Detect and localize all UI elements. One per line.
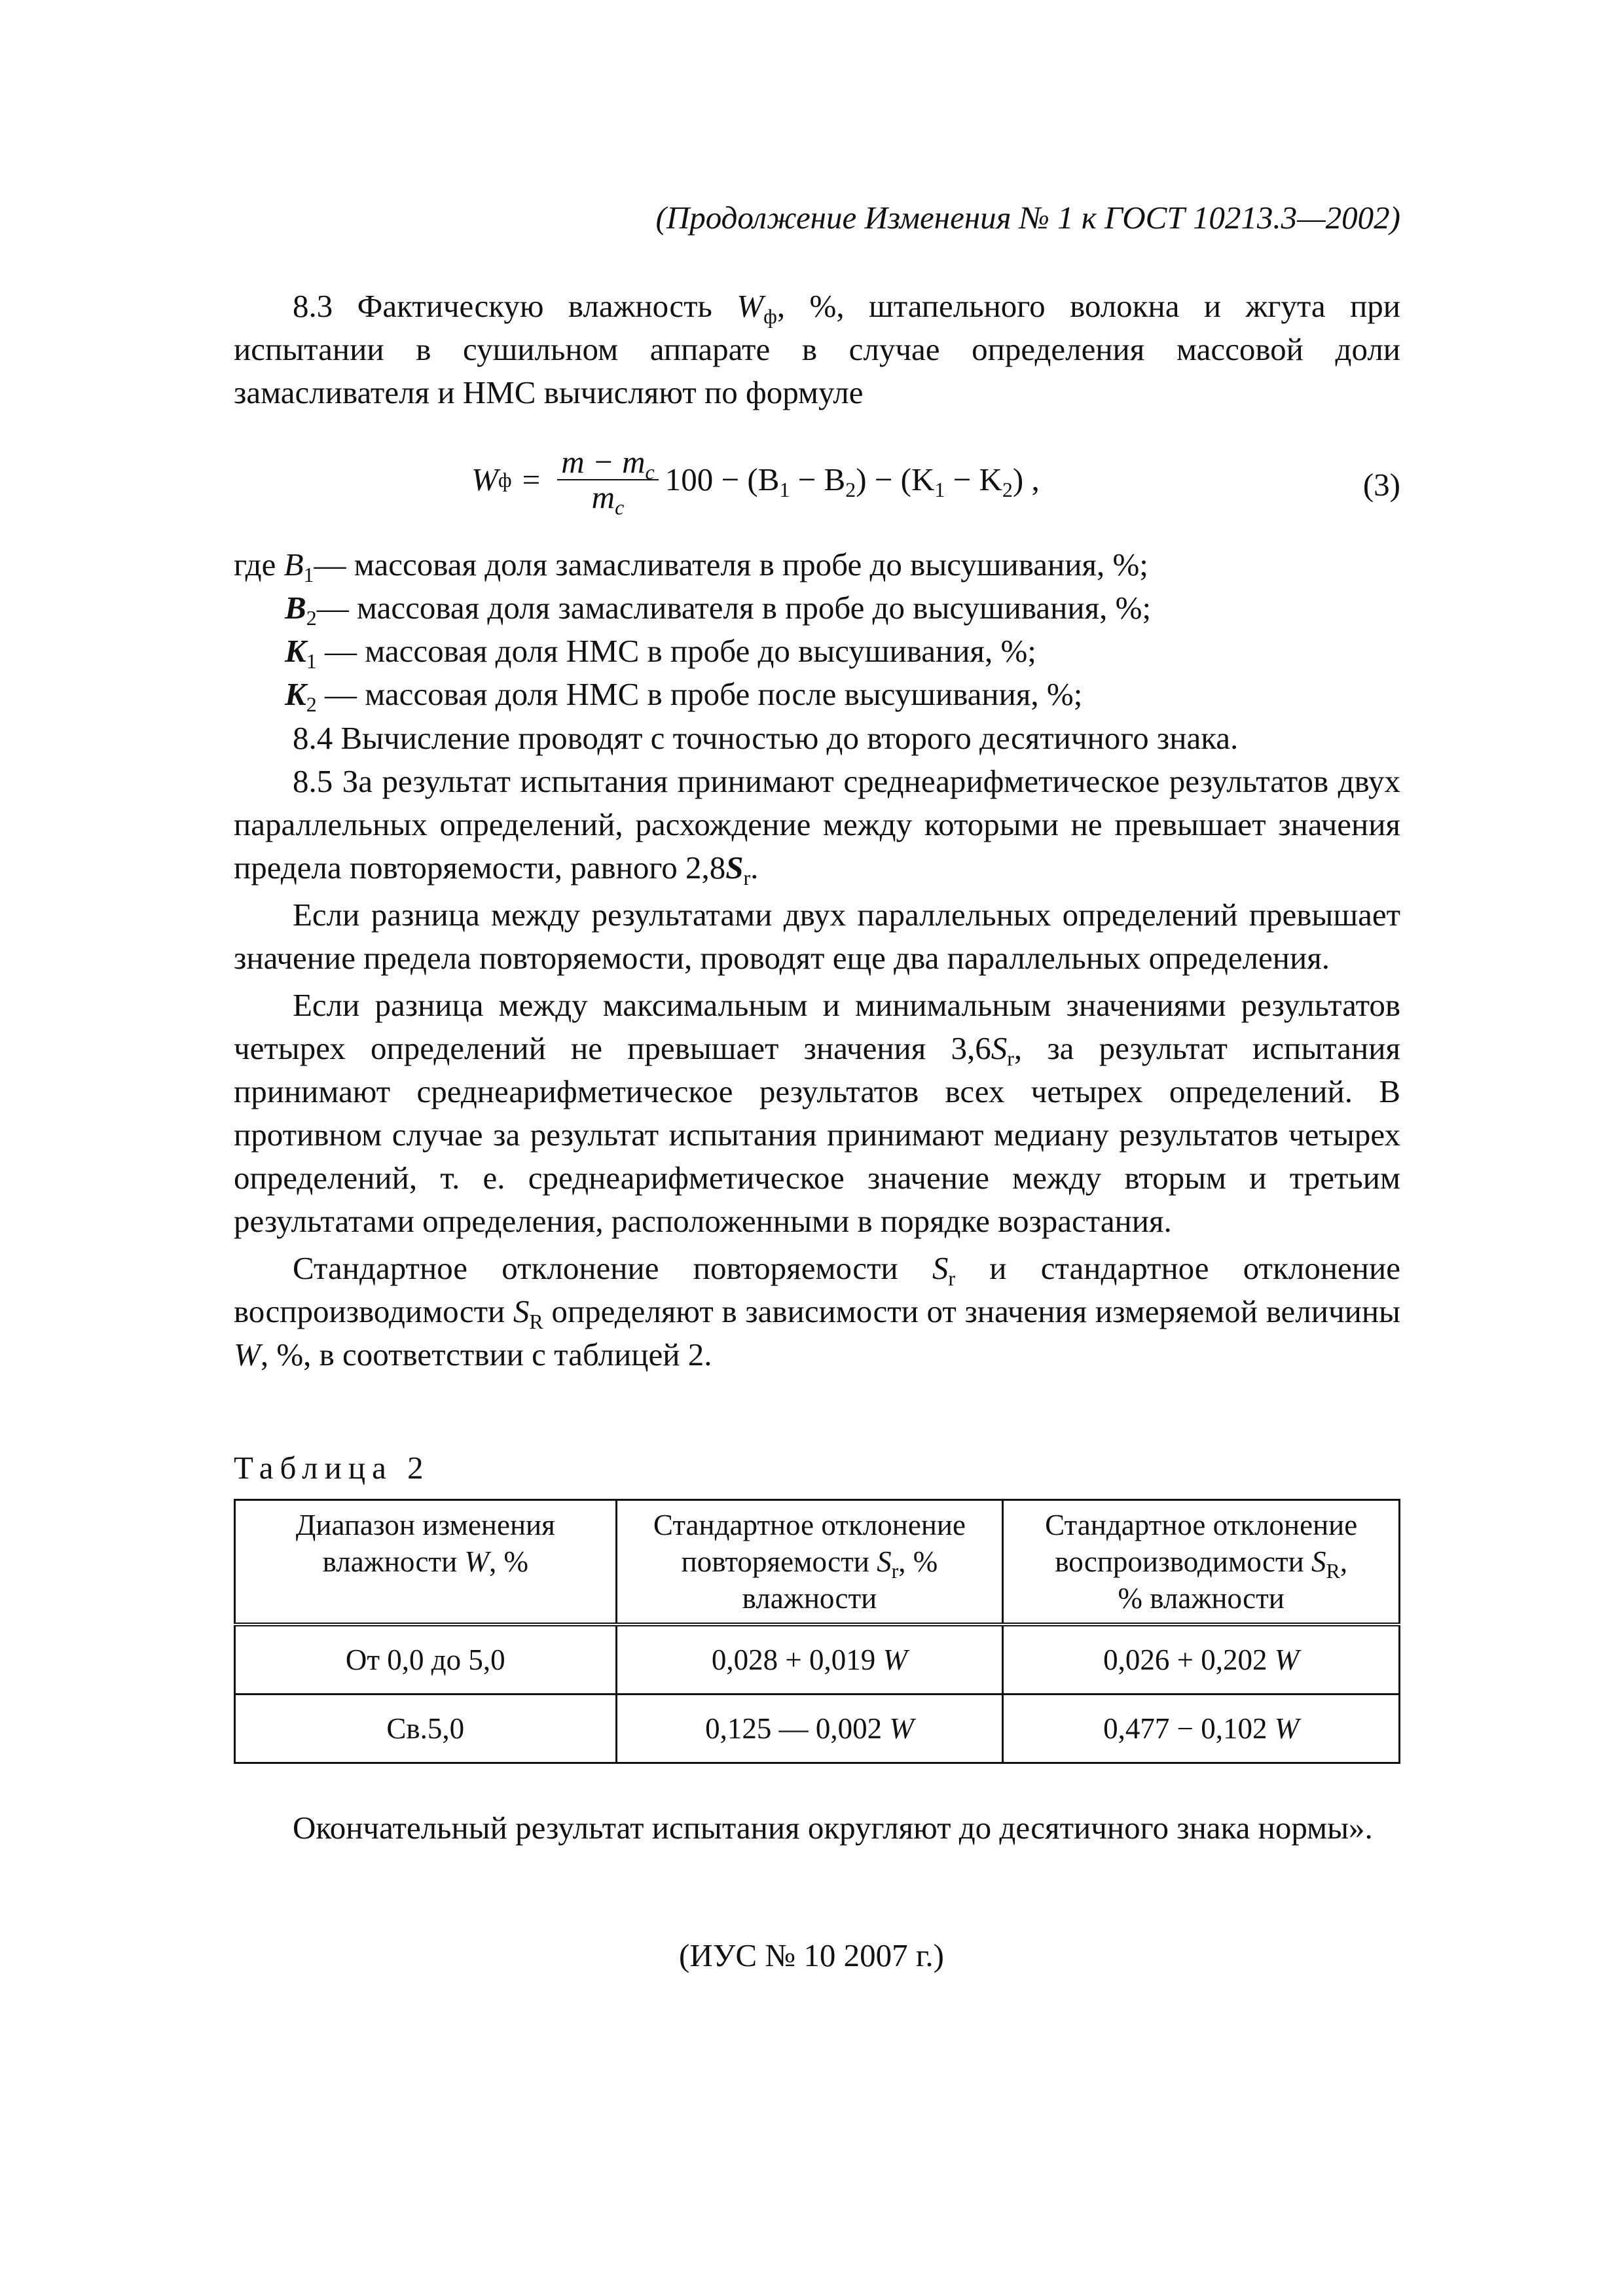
formula-minus-k2: − K bbox=[945, 461, 1002, 497]
b1-sub: 1 bbox=[779, 478, 790, 501]
table-cell-sR bbox=[1003, 1695, 1400, 1763]
header-line2-post: , % bbox=[488, 1545, 528, 1578]
final-paragraph bbox=[234, 1806, 1400, 1850]
symbol-sub: ф bbox=[763, 304, 777, 328]
paragraph-four-results bbox=[234, 984, 1400, 1243]
std-before: Стандартное отклонение повторяемости bbox=[293, 1250, 932, 1286]
definition-symbol: B bbox=[283, 547, 304, 583]
definition-text: — массовая доля НМС в пробе после высушивания, %; bbox=[316, 676, 1083, 712]
section-8-3 bbox=[234, 285, 1400, 414]
page-header: (Продолжение Изменения № 1 к ГОСТ 10213.3—2002) bbox=[655, 200, 1400, 236]
sr-value: 0,028 + 0,019 bbox=[711, 1643, 876, 1676]
sr-symbol: W bbox=[889, 1712, 914, 1745]
paragraph-four-after: , за результат испытания принимают среднеарифметическое результатов всех четырех определений. В противном случае за результат испытания принимают медиану результатов четырех определений, т. е. среднеарифметическое значение между вторым и третьим результатами определения, расположенными в порядке возрастания. bbox=[234, 1030, 1400, 1239]
final-paragraph-text: Окончательный результат испытания округляют до десятичного знака нормы». bbox=[293, 1810, 1373, 1846]
header-line1: Стандартное отклонение bbox=[653, 1509, 966, 1541]
definition-text: — массовая доля НМС в пробе до высушивания, %; bbox=[316, 633, 1036, 669]
paragraph-four-before: Если разница между максимальным и минимальным значениями результатов четырех определений не превышает значения 3,6 bbox=[234, 987, 1400, 1066]
table-caption: Таблица 2 bbox=[234, 1450, 430, 1486]
k2-sub: 2 bbox=[1002, 478, 1013, 501]
ius-reference: (ИУС № 10 2007 г.) bbox=[679, 1937, 944, 1973]
sr-value: 0,125 — 0,002 bbox=[705, 1712, 883, 1745]
definition-symbol: B bbox=[285, 590, 306, 626]
header-line3: влажности bbox=[742, 1582, 877, 1615]
symbol-sub-r: r bbox=[948, 1266, 956, 1290]
definitions-list bbox=[234, 543, 1400, 716]
table-row bbox=[235, 1624, 1400, 1695]
table-cell-sr bbox=[616, 1624, 1003, 1695]
body-text bbox=[234, 717, 1400, 1376]
symbol-s: S bbox=[991, 1030, 1008, 1066]
symbol-s: S bbox=[932, 1250, 949, 1286]
header-symbol-sub: R bbox=[1326, 1559, 1340, 1583]
definition-sub: 1 bbox=[306, 649, 317, 673]
symbol-w: W bbox=[737, 288, 764, 324]
table-2 bbox=[234, 1499, 1400, 1764]
sR-symbol: W bbox=[1274, 1712, 1300, 1745]
section-8-5-end: . bbox=[750, 850, 759, 886]
formula-fraction bbox=[557, 444, 659, 519]
denominator-text: m bbox=[591, 479, 615, 515]
std-middle: и стандартное отклонение воспроизводимости bbox=[234, 1250, 1400, 1329]
header-line2-post: , bbox=[1340, 1545, 1348, 1578]
equation-number: (3) bbox=[1362, 467, 1400, 503]
sr-symbol: W bbox=[883, 1643, 908, 1676]
table-header-range bbox=[235, 1500, 617, 1625]
header-line1: Стандартное отклонение bbox=[1045, 1509, 1358, 1541]
section-number: 8.3 bbox=[293, 288, 333, 324]
formula-minus-k: ) − (K bbox=[856, 461, 935, 497]
header-symbol: S bbox=[877, 1545, 892, 1578]
formula-lhs: W bbox=[471, 461, 498, 497]
definition-sub: 2 bbox=[306, 692, 317, 716]
definition-text: — массовая доля замасливателя в пробе до высушивания, %; bbox=[316, 590, 1152, 626]
table-header-row bbox=[235, 1500, 1400, 1625]
paragraph-two-results: Если разница между результатами двух параллельных определений превышает значение предела повторяемости, проводят еще два параллельных определения. bbox=[234, 897, 1400, 976]
denominator-sub: c bbox=[615, 495, 625, 519]
definition-k2 bbox=[234, 673, 1400, 716]
definition-symbol: K bbox=[285, 676, 306, 712]
fraction-numerator bbox=[557, 444, 659, 484]
std-after: определяют в зависимости от значения измеряемой величины bbox=[543, 1293, 1400, 1329]
section-text: Фактическую влажность bbox=[357, 288, 712, 324]
symbol-s: S bbox=[513, 1293, 530, 1329]
header-symbol: S bbox=[1311, 1545, 1326, 1578]
section-text-rest: , %, штапельного волокна и жгута при испытании в сушильном аппарате в случае определения массовой доли замасливателя и НМС вычисляют по формуле bbox=[234, 288, 1401, 410]
formula-3: W ф = $\frac{m - m_c}{m_c}$ $100 - (B_1 - B_2) - (K_1 - K_2)$ , bbox=[471, 444, 1040, 519]
header-line2: повторяемости bbox=[681, 1545, 877, 1578]
sR-symbol: W bbox=[1274, 1643, 1300, 1676]
header-line1: Диапазон изменения bbox=[295, 1509, 555, 1541]
symbol-sub-r: r bbox=[743, 866, 751, 889]
formula-close: ) , bbox=[1012, 461, 1040, 497]
symbol-sub-capital-r: R bbox=[529, 1310, 543, 1333]
formula-rest-text: 100 − (B bbox=[665, 461, 780, 497]
header-line3: % влажности bbox=[1118, 1582, 1285, 1615]
section-8-5 bbox=[234, 760, 1400, 889]
section-8-5-text: 8.5 За результат испытания принимают среднеарифметическое результатов двух параллельных определений, расхождение между которыми не превышает значения предела повторяемости, равного 2,8 bbox=[234, 763, 1400, 886]
paragraph-std-deviation bbox=[234, 1247, 1400, 1376]
b2-sub: 2 bbox=[845, 478, 856, 501]
definition-sub: 1 bbox=[303, 563, 314, 586]
definition-sub: 2 bbox=[306, 606, 317, 630]
definition-b2 bbox=[234, 586, 1400, 630]
definition-text: — массовая доля замасливателя в пробе до высушивания, %; bbox=[314, 547, 1148, 583]
header-line2-post: , % bbox=[898, 1545, 938, 1578]
table-row bbox=[235, 1695, 1400, 1763]
sR-value: 0,026 + 0,202 bbox=[1103, 1643, 1267, 1676]
symbol-w: W bbox=[234, 1336, 261, 1372]
std-end: , %, в соответствии с таблицей 2. bbox=[260, 1336, 712, 1372]
table-header-repeatability bbox=[616, 1500, 1003, 1625]
definition-b1 bbox=[234, 543, 1400, 586]
formula-equals: = bbox=[522, 461, 541, 497]
section-8-4: 8.4 Вычисление проводят с точностью до второго десятичного знака. bbox=[293, 720, 1239, 756]
header-symbol-sub: r bbox=[891, 1559, 899, 1583]
symbol-sub-r: r bbox=[1007, 1047, 1014, 1070]
table-cell-range: Св.5,0 bbox=[235, 1695, 617, 1763]
numerator-sub: c bbox=[645, 460, 655, 484]
definition-k1 bbox=[234, 630, 1400, 673]
fraction-denominator bbox=[591, 479, 625, 519]
table-cell-sR bbox=[1003, 1624, 1400, 1695]
header-line2: влажности bbox=[322, 1545, 465, 1578]
formula-rest bbox=[665, 458, 1040, 501]
table-cell-sr bbox=[616, 1695, 1003, 1763]
sR-value: 0,477 − 0,102 bbox=[1103, 1712, 1267, 1745]
table-header-reproducibility bbox=[1003, 1500, 1400, 1625]
numerator-text: m − m bbox=[561, 444, 646, 480]
section-8-3-paragraph bbox=[234, 285, 1400, 414]
formula-minus-b: − B bbox=[790, 461, 846, 497]
header-symbol: W bbox=[464, 1545, 489, 1578]
definition-prefix: где bbox=[234, 547, 284, 583]
symbol-s: S bbox=[725, 850, 744, 886]
definition-symbol: K bbox=[285, 633, 306, 669]
table-cell-range: От 0,0 до 5,0 bbox=[235, 1624, 617, 1695]
k1-sub: 1 bbox=[934, 478, 945, 501]
header-line2: воспроизводимости bbox=[1055, 1545, 1311, 1578]
